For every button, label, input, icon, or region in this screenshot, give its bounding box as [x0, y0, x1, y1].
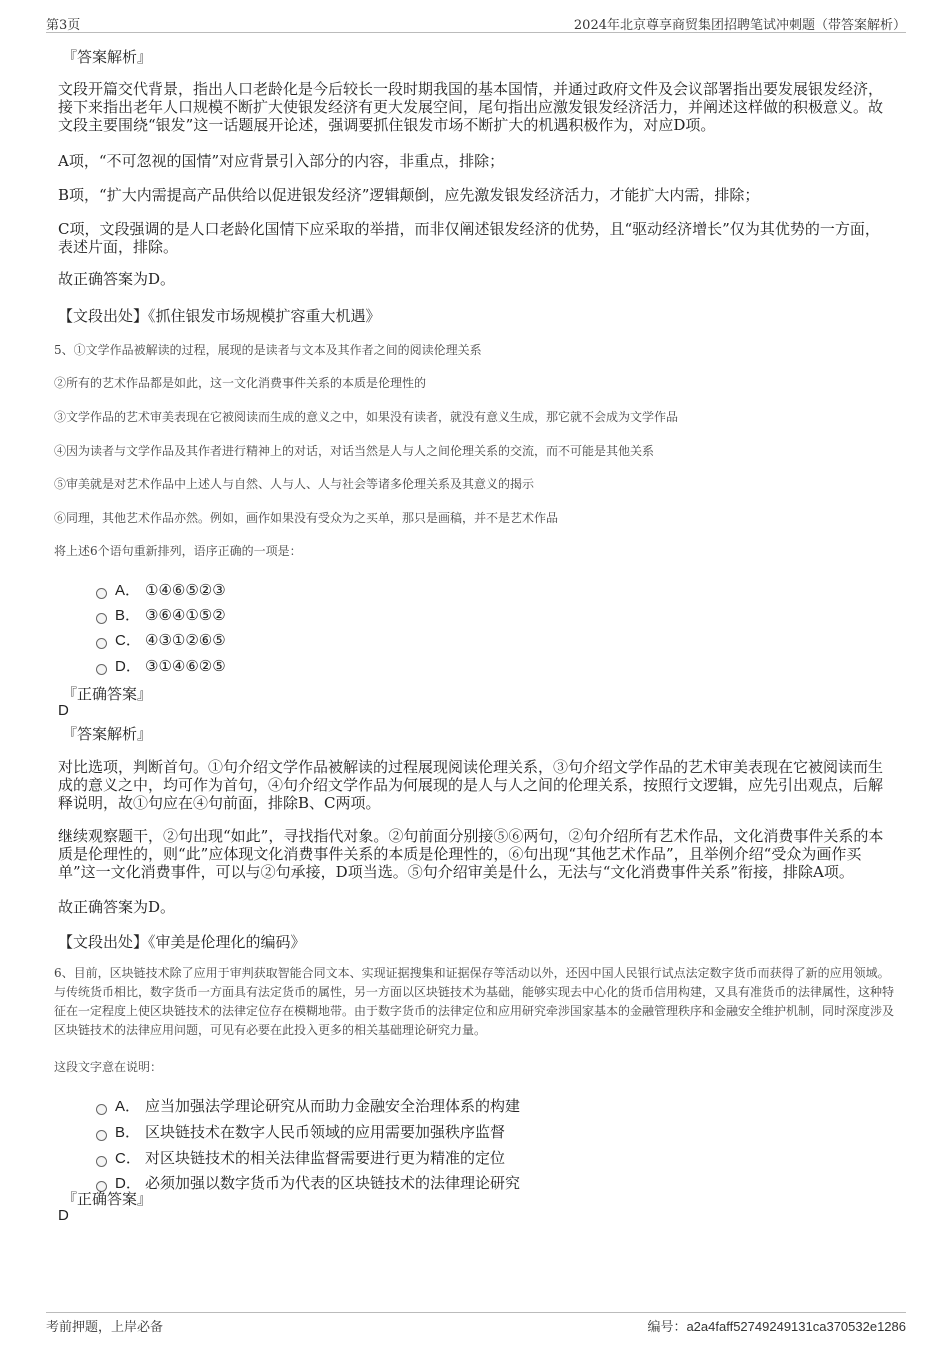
page-number: 第3页: [46, 18, 81, 33]
question-5-line: ③文学作品的艺术审美表现在它被阅读而生成的意义之中，如果没有读者，就没有意义生成，那它就不会成为文学作品: [54, 410, 679, 424]
footer-slogan: 考前押题，上岸必备: [46, 1320, 164, 1335]
correct-answer-tag: 『正确答案』: [62, 1190, 153, 1208]
analysis-paragraph: B项，“扩大内需提高产品供给以促进银发经济”逻辑颠倒，应先激发银发经济活力，才能扩大内需，排除；: [58, 186, 760, 204]
option-c[interactable]: C． 对区块链技术的相关法律监督需要进行更为精准的定位: [96, 1147, 505, 1167]
source-citation: 【文段出处】《抓住银发市场规模扩容重大机遇》: [58, 307, 381, 325]
analysis-conclusion: 故正确答案为D。: [58, 898, 176, 916]
option-d[interactable]: D． 必须加强以数字货币为代表的区块链技术的法律理论研究: [96, 1172, 520, 1192]
correct-answer-tag: 『正确答案』: [62, 685, 153, 703]
analysis-paragraph: C项，文段强调的是人口老龄化国情下应采取的举措，而非仅阐述银发经济的优势，且“驱动经济增长”仅为其优势的一方面，表述片面，排除。: [58, 220, 880, 256]
question-5-line: ④因为读者与文学作品及其作者进行精神上的对话，对话当然是人与人之间伦理关系的交流，而不可能是其他关系: [54, 444, 655, 458]
document-title: 2024年北京尊享商贸集团招聘笔试冲刺题（带答案解析）: [573, 18, 906, 33]
option-a[interactable]: A． ①④⑥⑤②③: [96, 579, 226, 599]
analysis-paragraph: A项，“不可忽视的国情”对应背景引入部分的内容，非重点，排除；: [58, 152, 505, 170]
question-5-line: 5、①文学作品被解读的过程，展现的是读者与文本及其作者之间的阅读伦理关系: [54, 343, 482, 357]
question-5-prompt: 将上述6个语句重新排列，语序正确的一项是：: [54, 544, 302, 558]
correct-answer: D: [58, 1207, 69, 1224]
correct-answer: D: [58, 702, 69, 719]
analysis-conclusion: 故正确答案为D。: [58, 270, 176, 288]
option-b[interactable]: B． ③⑥④①⑤②: [96, 604, 226, 624]
radio-icon[interactable]: [96, 638, 107, 649]
radio-icon[interactable]: [96, 1156, 107, 1167]
radio-icon[interactable]: [96, 588, 107, 599]
analysis-tag: 『答案解析』: [62, 48, 153, 66]
radio-icon[interactable]: [96, 1104, 107, 1115]
radio-icon[interactable]: [96, 664, 107, 675]
analysis-tag: 『答案解析』: [62, 725, 153, 743]
document-code: [647, 1316, 906, 1335]
question-6-prompt: 这段文字意在说明：: [54, 1060, 163, 1074]
option-a[interactable]: A． 应当加强法学理论研究从而助力金融安全治理体系的构建: [96, 1095, 520, 1115]
question-5-line: ⑤审美就是对艺术作品中上述人与自然、人与人、人与社会等诸多伦理关系及其意义的揭示: [54, 477, 535, 491]
page-footer: [46, 1312, 906, 1335]
analysis-paragraph: 继续观察题干，②句出现“如此”，寻找指代对象。②句前面分别接⑤⑥两句，②句介绍所有艺术作品，文化消费事件关系的本质是伦理性的，则“此”应体现文化消费事件关系的本质是伦理性的，⑥句出现“其他艺术作品”，且举例介绍“受众为画作买单”这一文化消费事件，可以与②句承接，D项当选。⑤句介绍审美是什么，无法与“文化消费事件关系”衔接，排除A项。: [58, 827, 884, 881]
code-value: a2a4faff52749249131ca370532e1286: [686, 1319, 906, 1334]
page-header: [46, 12, 906, 33]
radio-icon[interactable]: [96, 1130, 107, 1141]
option-d[interactable]: D． ③①④⑥②⑤: [96, 655, 226, 675]
option-c[interactable]: C． ④③①②⑥⑤: [96, 629, 226, 649]
source-citation: 【文段出处】《审美是伦理化的编码》: [58, 933, 306, 951]
question-6-stem: 6、目前，区块链技术除了应用于审判获取智能合同文本、实现证据搜集和证据保存等活动以外，还因中国人民银行试点法定数字货币而获得了新的应用领域。与传统货币相比，数字货币一方面具有法定货币的属性，另一方面以区块链技术为基础，能够实现去中心化的货币信用构建，又具有准货币的法律属性，这种特征在一定程度上使区块链技术的法律定位存在模糊地带。由于数字货币的法律定位和应用研究牵涉国家基本的金融管理秩序和金融安全维护机制，同时深度涉及区块链技术的法律应用问题，可见有必要在此投入更多的相关基础理论研究力量。: [54, 966, 895, 1037]
option-b[interactable]: B． 区块链技术在数字人民币领域的应用需要加强秩序监督: [96, 1121, 505, 1141]
analysis-paragraph: 文段开篇交代背景，指出人口老龄化是今后较长一段时期我国的基本国情，并通过政府文件及会议部署指出要发展银发经济，接下来指出老年人口规模不断扩大使银发经济有更大发展空间，尾句指出应激发银发经济活力，并阐述这样做的积极意义。故文段主要围绕“银发”这一话题展开论述，强调要抓住银发市场不断扩大的机遇积极作为，对应D项。: [58, 80, 884, 134]
radio-icon[interactable]: [96, 613, 107, 624]
question-5-line: ②所有的艺术作品都是如此，这一文化消费事件关系的本质是伦理性的: [54, 376, 427, 390]
analysis-paragraph: 对比选项，判断首句。①句介绍文学作品被解读的过程展现阅读伦理关系，③句介绍文学作品的艺术审美表现在它被阅读而生成的意义之中，均可作为首句，④句介绍文学作品为何展现的是人与人之间的伦理关系，按照行文逻辑，应先引出观点，后解释说明，故①句应在④句前面，排除B、C两项。: [58, 758, 884, 812]
code-label: 编号：: [647, 1320, 687, 1335]
question-5-line: ⑥同理，其他艺术作品亦然。例如，画作如果没有受众为之买单，那只是画稿，并不是艺术作品: [54, 511, 559, 525]
